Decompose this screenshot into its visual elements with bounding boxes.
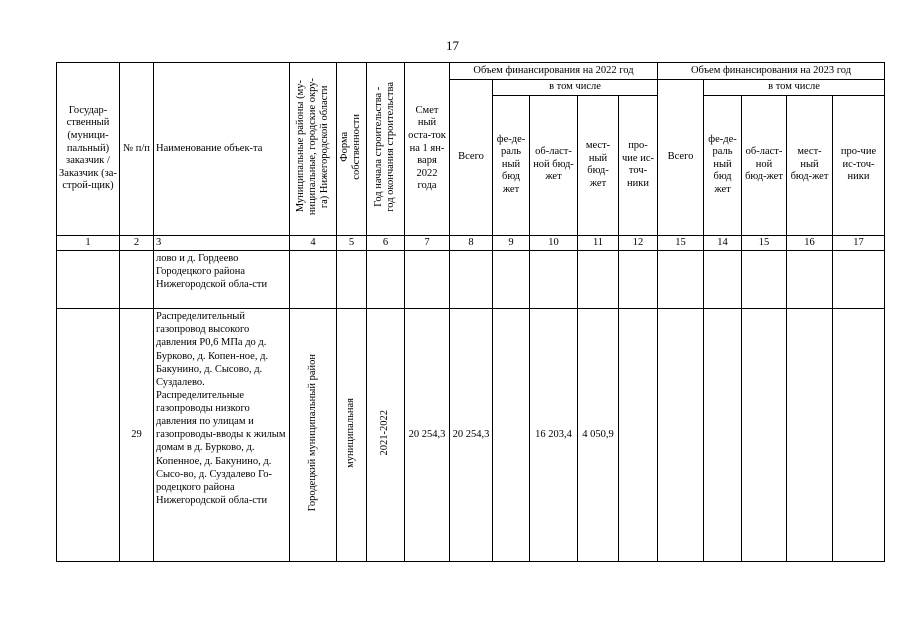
cell-num: 29 — [120, 309, 154, 562]
cell-total-2022 — [450, 251, 493, 309]
col-number: 2 — [120, 235, 154, 251]
cell-regional-2023 — [742, 309, 787, 562]
col-number: 11 — [578, 235, 619, 251]
header-other-2022: про-чие ис-точ-ники — [619, 95, 658, 235]
col-number: 9 — [493, 235, 530, 251]
col-number: 16 — [787, 235, 833, 251]
header-total-2023: Всего — [658, 80, 704, 236]
cell-other-2022 — [619, 251, 658, 309]
cell-other-2023 — [833, 251, 885, 309]
cell-regional-2023 — [742, 251, 787, 309]
cell-balance: 20 254,3 — [405, 309, 450, 562]
col-number: 12 — [619, 235, 658, 251]
col-number: 4 — [290, 235, 337, 251]
cell-years: 2021-2022 — [367, 309, 405, 562]
header-regional-2022: об-ласт-ной бюд-жет — [530, 95, 578, 235]
col-number: 10 — [530, 235, 578, 251]
header-balance: Смет ный оста-ток на 1 ян-варя 2022 года — [405, 63, 450, 236]
page-number: 17 — [446, 38, 459, 53]
cell-federal-2022 — [493, 309, 530, 562]
header-total-2022: Всего — [450, 80, 493, 236]
header-incl-2023: в том числе — [704, 80, 885, 96]
header-municipal: Муниципальные районы (му- ниципальные, городские окру- га) Нижегородской области — [290, 63, 337, 236]
header-other-2023: про-чие ис-точ-ники — [833, 95, 885, 235]
header-fin-2023: Объем финансирования на 2023 год — [658, 63, 885, 80]
header-federal-2023: фе-де-раль ный бюд жет — [704, 95, 742, 235]
col-number: 7 — [405, 235, 450, 251]
cell-years — [367, 251, 405, 309]
col-number: 6 — [367, 235, 405, 251]
col-number: 5 — [337, 235, 367, 251]
header-incl-2022: в том числе — [493, 80, 658, 96]
cell-customer — [57, 309, 120, 562]
cell-local-2022 — [578, 251, 619, 309]
header-ownership: Форма собственности — [337, 63, 367, 236]
header-customer: Государ-ственный (муници-пальный) заказчик / Заказчик (за-строй-щик) — [57, 63, 120, 236]
col-number: 1 — [57, 235, 120, 251]
cell-local-2023 — [787, 309, 833, 562]
header-federal-2022: фе-де-раль ный бюд жет — [493, 95, 530, 235]
col-number: 17 — [833, 235, 885, 251]
table-row — [57, 309, 885, 562]
cell-federal-2022 — [493, 251, 530, 309]
header-regional-2023: об-ласт-ной бюд-жет — [742, 95, 787, 235]
cell-customer — [57, 251, 120, 309]
cell-total-2022: 20 254,3 — [450, 309, 493, 562]
col-number: 14 — [704, 235, 742, 251]
cell-regional-2022 — [530, 251, 578, 309]
header-years: Год начала строительства - год окончания строительства — [367, 63, 405, 236]
cell-num — [120, 251, 154, 309]
header-local-2022: мест-ный бюд-жет — [578, 95, 619, 235]
cell-regional-2022: 16 203,4 — [530, 309, 578, 562]
cell-balance — [405, 251, 450, 309]
cell-local-2023 — [787, 251, 833, 309]
table-row — [57, 251, 885, 309]
cell-ownership: муниципальная — [337, 309, 367, 562]
header-num: № п/п — [120, 63, 154, 236]
cell-other-2022 — [619, 309, 658, 562]
cell-name: Распределительный газопровод высокого давления Р0,6 МПа до д. Бурково, д. Копен-ное, д. Бакунино, д. Сысово, д. Суздалево. Распределительные газопроводы низкого давления по улицам и газопроводы-вводы к жилым домам в д. Бурково, д. Копенное, д. Бакунино, д. Сысо-во, д. Суздалево Го-родецкого района Нижегородской обла-сти — [154, 309, 290, 562]
col-number: 8 — [450, 235, 493, 251]
cell-municipal: Городецкий муниципальный район — [290, 309, 337, 562]
column-numbers-row — [57, 235, 885, 251]
header-name: Наименование объек-та — [154, 63, 290, 236]
cell-total-2023 — [658, 251, 704, 309]
col-number: 15 — [658, 235, 704, 251]
cell-local-2022: 4 050,9 — [578, 309, 619, 562]
cell-name: лово и д. Гордеево Городецкого района Нижегородской обла-сти — [154, 251, 290, 309]
cell-municipal — [290, 251, 337, 309]
financing-table — [56, 62, 885, 562]
cell-federal-2023 — [704, 251, 742, 309]
cell-total-2023 — [658, 309, 704, 562]
cell-ownership — [337, 251, 367, 309]
col-number: 15 — [742, 235, 787, 251]
header-fin-2022: Объем финансирования на 2022 год — [450, 63, 658, 80]
cell-federal-2023 — [704, 309, 742, 562]
cell-other-2023 — [833, 309, 885, 562]
header-local-2023: мест-ный бюд-жет — [787, 95, 833, 235]
col-number: 3 — [154, 235, 290, 251]
